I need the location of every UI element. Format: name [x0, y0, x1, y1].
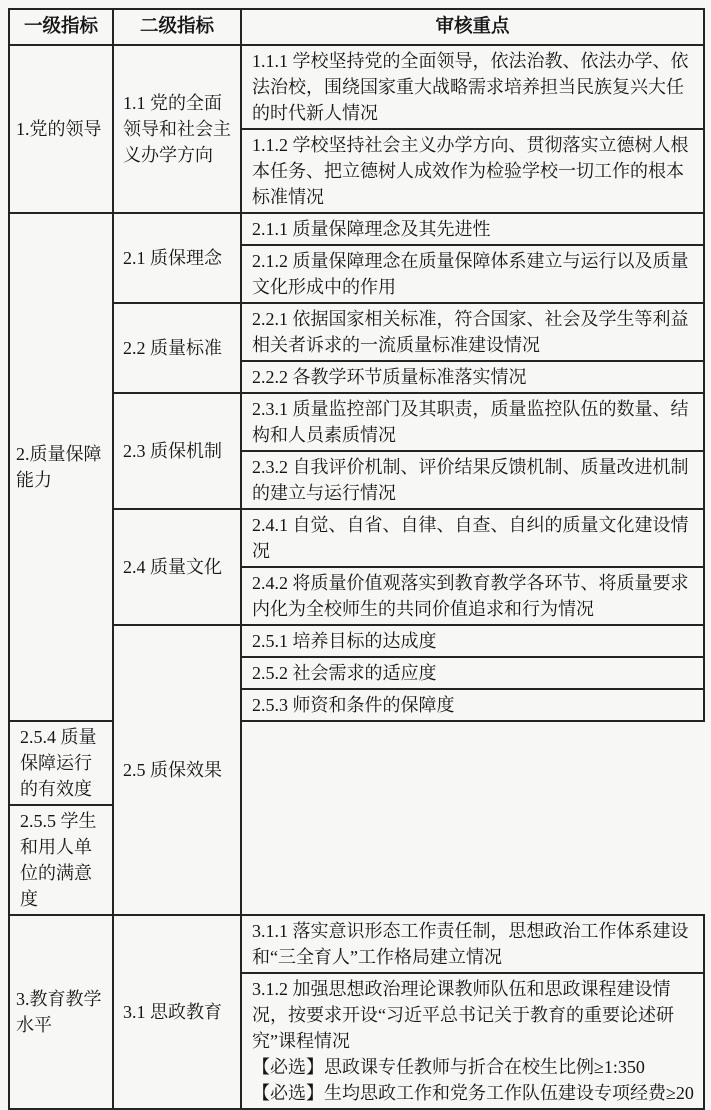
review-cell-2-5-1: 2.5.1 培养目标的达成度 [241, 625, 704, 657]
review-cell-2-5-5: 2.5.5 学生和用人单位的满意度 [9, 805, 113, 915]
level2-cell-2-4: 2.4 质量文化 [113, 509, 241, 625]
review-item-text: 3.1.2 加强思想政治理论课教师队伍和思政课程建设情况，按要求开设“习近平总书记关于教育的重要论述研究”课程情况 [252, 979, 674, 1051]
review-cell-2-3-1: 2.3.1 质量监控部门及其职责，质量监控队伍的数量、结构和人员素质情况 [241, 393, 704, 451]
review-cell-2-2-2: 2.2.2 各教学环节质量标准落实情况 [241, 361, 704, 393]
review-cell-3-1-2 [241, 973, 704, 1109]
review-cell-2-2-1: 2.2.1 依据国家相关标准，符合国家、社会及学生等利益相关者诉求的一流质量标准建设情况 [241, 303, 704, 361]
table-row [9, 915, 704, 973]
level1-cell-party-leadership: 1.党的领导 [9, 45, 113, 213]
header-level1-indicator: 一级指标 [9, 9, 113, 45]
table-row [9, 393, 704, 451]
review-cell-2-5-3: 2.5.3 师资和条件的保障度 [241, 689, 704, 721]
table-row [9, 303, 704, 361]
level2-cell-2-2: 2.2 质量标准 [113, 303, 241, 393]
review-cell-2-4-2: 2.4.2 将质量价值观落实到教育教学各环节、将质量要求内化为全校师生的共同价值追求和行为情况 [241, 567, 704, 625]
level2-cell-2-3: 2.3 质保机制 [113, 393, 241, 509]
review-cell-2-3-2: 2.3.2 自我评价机制、评价结果反馈机制、质量改进机制的建立与运行情况 [241, 451, 704, 509]
review-cell-1-1-2: 1.1.2 学校坚持社会主义办学方向、贯彻落实立德树人根本任务、把立德树人成效作为检验学校一切工作的根本标准情况 [241, 129, 704, 213]
level2-cell-3-1: 3.1 思政教育 [113, 915, 241, 1109]
level2-cell-2-1: 2.1 质保理念 [113, 213, 241, 303]
review-cell-1-1-1: 1.1.1 学校坚持党的全面领导，依法治教、依法办学、依法治校，围绕国家重大战略需求培养担当民族复兴大任的时代新人情况 [241, 45, 704, 129]
review-cell-2-1-1: 2.1.1 质量保障理念及其先进性 [241, 213, 704, 245]
header-review-focus: 审核重点 [241, 9, 704, 45]
table-row [9, 45, 704, 129]
level1-cell-education-teaching: 3.教育教学水平 [9, 915, 113, 1109]
review-cell-3-1-1: 3.1.1 落实意识形态工作责任制，思想政治工作体系建设和“三全育人”工作格局建立情况 [241, 915, 704, 973]
review-cell-2-4-1: 2.4.1 自觉、自省、自律、自查、自纠的质量文化建设情况 [241, 509, 704, 567]
required-line-special-funds: 【必选】生均思政工作和党务工作队伍建设专项经费≥20 [252, 1083, 694, 1103]
table-row [9, 213, 704, 245]
header-row [9, 9, 704, 45]
level2-cell-1-1: 1.1 党的全面领导和社会主义办学方向 [113, 45, 241, 213]
table-row [9, 625, 704, 657]
header-level2-indicator: 二级指标 [113, 9, 241, 45]
level1-cell-quality-assurance: 2.质量保障能力 [9, 213, 113, 721]
indicator-review-table [8, 8, 705, 1110]
review-cell-2-5-4: 2.5.4 质量保障运行的有效度 [9, 721, 113, 805]
review-cell-2-1-2: 2.1.2 质量保障理念在质量保障体系建立与运行以及质量文化形成中的作用 [241, 245, 704, 303]
review-cell-2-5-2: 2.5.2 社会需求的适应度 [241, 657, 704, 689]
level2-cell-2-5: 2.5 质保效果 [113, 625, 241, 915]
table-row [9, 509, 704, 567]
required-line-teacher-ratio: 【必选】思政课专任教师与折合在校生比例≥1:350 [252, 1057, 645, 1077]
